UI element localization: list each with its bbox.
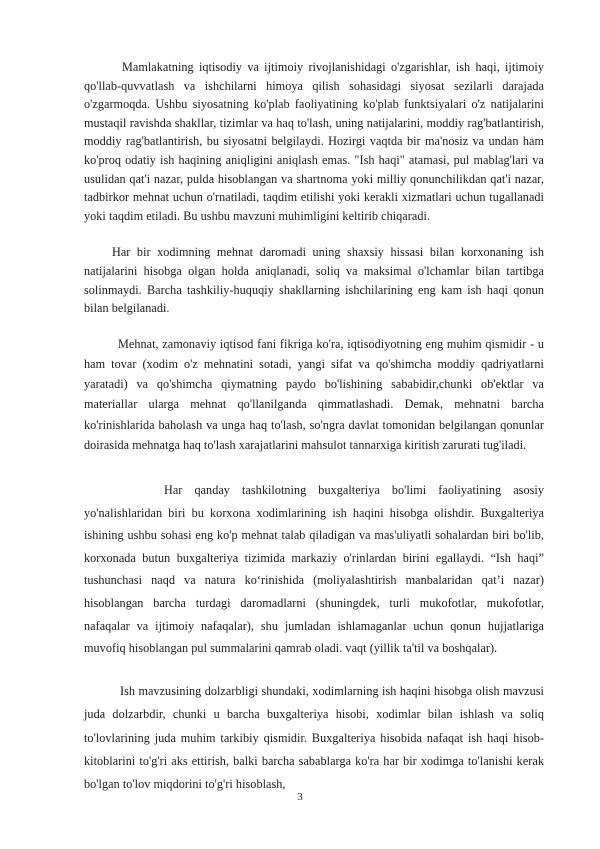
- page-number: 3: [297, 791, 303, 803]
- paragraph-introduction: Mamlakatning iqtisodiy va ijtimoiy rivojlanishidagi o'zgarishlar, ish haqi, ijtimoiy qo'llab-quvvatlash va ishchilarni himoya qilish sohasidagi siyosat sezilarli darajada o'zgarmoqda. Ushbu siyosatning ko'plab faoliyatining ko'plab funktsiyalari o'z natijalarini mustaqil ravishda shakllar, tizimlar va haq to'lash, uning natijalarini, moddiy rag'batlantirish, moddiy rag'batlantirish, bu siyosatni belgilaydi. Hozirgi vaqtda bir ma'nosiz va undan ham ko'proq odatiy ish haqining aniqligini aniqlash emas. "Ish haqi" atamasi, pul mablag'lari va usulidan qat'i nazar, pulda hisoblangan va shartnoma yoki milliy qonunchilikdan qat'i nazar, tadbirkor mehnat uchun o'rnatiladi, taqdim etilishi yoki kerakli xizmatlari uchun tugallanadi yoki taqdim etiladi. Bu ushbu mavzuni muhimligini keltirib chiqaradi.: [84, 60, 544, 223]
- paragraph-labor-income: Har bir xodimning mehnat daromadi uning shaxsiy hissasi bilan korxonaning ish natijalarini hisobga olgan holda aniqlanadi, soliq va maksimal o'lchamlar bilan tartibga solinmaydi. Barcha tashkiliy-huquqiy shakllarning ishchilarining eng kam ish haqi qonun bilan belgilanadi.: [84, 245, 544, 316]
- paragraph-labor-economics: Mehnat, zamonaviy iqtisod fani fikriga ko'ra, iqtisodiyotning eng muhim qismidir - u ham tovar (xodim o'z mehnatini sotadi, yangi sifat va qo'shimcha moddiy qadriyatlarni yaratadi) va qo'shimcha qiymatning paydo bo'lishining sababidir,chunki ob'ektlar va materiallar ularga mehnat qo'llanilganda qimmatlashadi. Demak, mehnatni barcha ko'rinishlarida baholash va unga haq to'lash, so'ngra davlat tomonidan belgilangan qonunlar doirasida mehnatga haq to'lash xarajatlarini mahsulot tannarxiga kiritish zarurati tug'iladi.: [84, 336, 544, 452]
- paragraph-accounting-department: Har qanday tashkilotning buxgalteriya bo'limi faoliyatining asosiy yo'nalishlaridan biri bu korxona xodimlarining ish haqini hisobga olishdir. Buxgalteriya ishining ushbu sohasi eng ko'p mehnat talab qiladigan va mas'uliyatli sohalardan biri bo'lib, korxonada butun buxgalteriya tizimida markaziy o'rinlardan birini egallaydi. “Ish haqi” tushunchasi naqd va natura ko‘rinishida (moliyalashtirish manbalaridan qat’i nazar) hisoblangan barcha turdagi daromadlarni (shuningdek, turli mukofotlar, mukofotlar, nafaqalar va ijtimoiy nafaqalar), shu jumladan ishlamaganlar uchun qonun hujjatlariga muvofiq hisoblangan pul summalarini qamrab oladi. vaqt (yillik ta'til va boshqalar).: [84, 482, 544, 656]
- paragraph-topic-relevance: Ish mavzusining dolzarbligi shundaki, xodimlarning ish haqini hisobga olish mavzusi juda dolzarbdir, chunki u barcha buxgalteriya hisobi, xodimlar bilan ishlash va soliq to'lovlarining juda muhim tarkibiy qismidir. Buxgalteriya hisobida nafaqat ish haqi hisob-kitoblarini to'g'ri aks ettirish, balki barcha sabablarga ko'ra har bir xodimga to'lanishi kerak bo'lgan to'lov miqdorini to'g'ri hisoblash,: [84, 683, 544, 792]
